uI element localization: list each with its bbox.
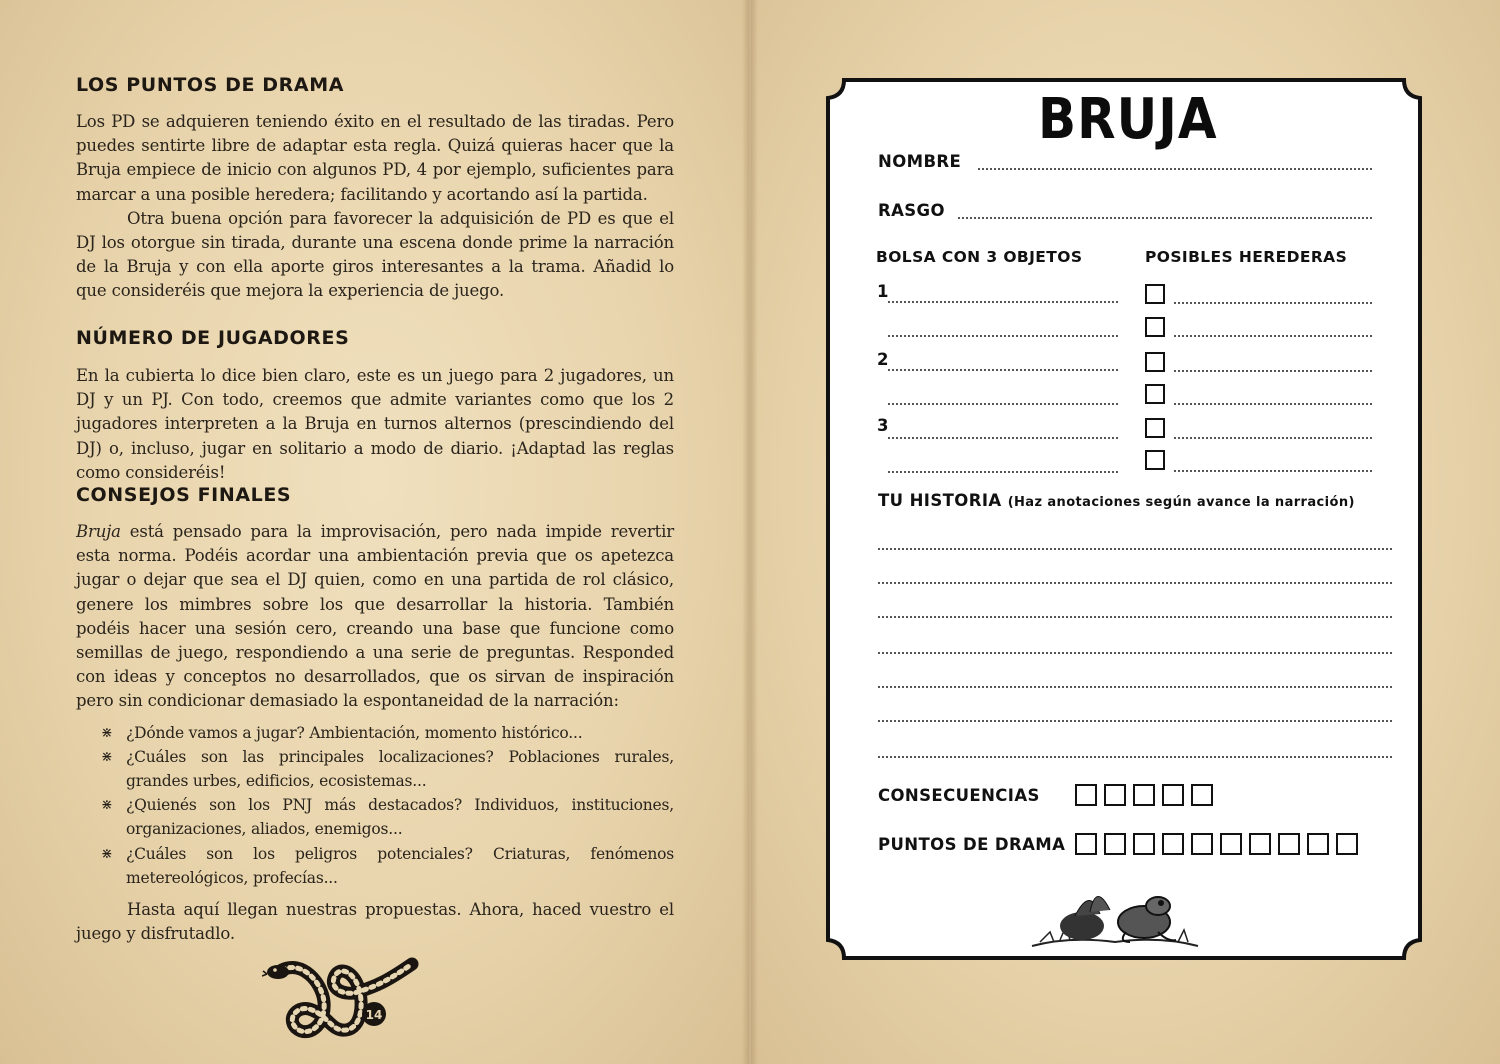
- book-gutter: [742, 0, 758, 1064]
- rasgo-label: RASGO: [878, 201, 945, 220]
- heir-checkbox[interactable]: [1145, 317, 1165, 337]
- paragraph: En la cubierta lo dice bien claro, este es un juego para 2 jugadores, un DJ y un PJ. Con todo, creemos que admite variantes como que los 2 jugadores interpreten a la Bruja en turnos alternos (prescindiendo del DJ) o, incluso, jugar en solitario a modo de diario. ¡Adaptad las reglas como consideréis!: [76, 366, 674, 482]
- bullet-icon: ⋇: [101, 797, 113, 814]
- heir-field[interactable]: [1174, 302, 1372, 304]
- heir-field[interactable]: [1174, 403, 1372, 405]
- consecuencias-label: CONSECUENCIAS: [878, 786, 1040, 805]
- herederas-label: POSIBLES HEREDERAS: [1145, 248, 1348, 266]
- consecuencia-box[interactable]: [1133, 784, 1155, 806]
- drama-box[interactable]: [1249, 833, 1271, 855]
- bullet-icon: ⋇: [101, 748, 113, 765]
- section-title-puntos-drama: LOS PUNTOS DE DRAMA: [76, 74, 345, 96]
- heir-field[interactable]: [1174, 470, 1372, 472]
- object-number: 2: [877, 350, 889, 369]
- historia-line[interactable]: [878, 720, 1392, 722]
- heir-checkbox[interactable]: [1145, 450, 1165, 470]
- closing-paragraph: Hasta aquí llegan nuestras propuestas. Ahora, haced vuestro el juego y disfrutadlo.: [76, 900, 674, 944]
- nombre-field[interactable]: [978, 168, 1372, 170]
- drama-label: PUNTOS DE DRAMA: [878, 835, 1066, 854]
- bullet-icon: ⋇: [101, 724, 113, 741]
- section-title-numero-jugadores: NÚMERO DE JUGADORES: [76, 327, 350, 349]
- snake-illustration-icon: [262, 952, 422, 1042]
- object-field[interactable]: [888, 403, 1118, 405]
- bolsa-label: BOLSA CON 3 OBJETOS: [876, 248, 1083, 266]
- object-field[interactable]: [888, 471, 1118, 473]
- character-sheet: [824, 76, 1424, 962]
- consecuencia-box[interactable]: [1104, 784, 1126, 806]
- list-item: ⋇ ¿Quienés son los PNJ más destacados? Individuos, instituciones, organizaciones, aliados, enemigos...: [76, 793, 674, 841]
- heir-checkbox[interactable]: [1145, 418, 1165, 438]
- consecuencia-box[interactable]: [1191, 784, 1213, 806]
- object-field[interactable]: [888, 335, 1118, 337]
- heir-checkbox[interactable]: [1145, 284, 1165, 304]
- consecuencia-box[interactable]: [1162, 784, 1184, 806]
- bullet-icon: ⋇: [101, 845, 113, 862]
- list-item: ⋇ ¿Cuáles son los peligros potenciales? Criaturas, fenómenos metereológicos, profecías...: [76, 842, 674, 890]
- historia-line[interactable]: [878, 582, 1392, 584]
- sheet-title: BRUJA: [1038, 86, 1218, 152]
- drama-box[interactable]: [1191, 833, 1213, 855]
- object-number: 3: [877, 416, 889, 435]
- drama-box[interactable]: [1075, 833, 1097, 855]
- historia-line[interactable]: [878, 616, 1392, 618]
- object-field[interactable]: [888, 301, 1118, 303]
- drama-box[interactable]: [1162, 833, 1184, 855]
- paragraph: Los PD se adquieren teniendo éxito en el resultado de las tiradas. Pero puedes sentirte libre de adaptar esta regla. Quizá quieras hacer que la Bruja empiece de inicio con algunos PD, 4 por ejemplo, suficientes para marcar a una posible heredera; facilitando y acortando así la partida.: [76, 112, 674, 204]
- frog-illustration-icon: [1030, 876, 1200, 956]
- consecuencia-box[interactable]: [1075, 784, 1097, 806]
- historia-note: (Haz anotaciones según avance la narración): [1007, 495, 1355, 510]
- paragraph: [76, 520, 674, 714]
- heir-field[interactable]: [1174, 437, 1372, 439]
- object-field[interactable]: [888, 437, 1118, 439]
- drama-box[interactable]: [1336, 833, 1358, 855]
- book-title-emphasis: Bruja: [76, 522, 121, 541]
- paragraph: Otra buena opción para favorecer la adquisición de PD es que el DJ los otorgue sin tirada, durante una escena donde prime la narración de la Bruja y con ella aporte giros interesantes a la trama. Añadid lo que consideréis que mejora la experiencia de juego.: [76, 208, 674, 301]
- object-number: 1: [877, 282, 889, 301]
- section-body-numero-jugadores: [76, 364, 674, 485]
- historia-line[interactable]: [878, 686, 1392, 688]
- historia-line[interactable]: [878, 548, 1392, 550]
- heir-checkbox[interactable]: [1145, 384, 1165, 404]
- page-number: 14: [365, 1008, 383, 1022]
- question-list: [76, 721, 674, 890]
- historia-line[interactable]: [878, 756, 1392, 758]
- section-body-puntos-drama: [76, 110, 674, 304]
- drama-box[interactable]: [1278, 833, 1300, 855]
- historia-line[interactable]: [878, 652, 1392, 654]
- drama-box[interactable]: [1220, 833, 1242, 855]
- heir-field[interactable]: [1174, 335, 1372, 337]
- drama-box[interactable]: [1133, 833, 1155, 855]
- object-field[interactable]: [888, 369, 1118, 371]
- list-item: ⋇ ¿Cuáles son las principales localizaciones? Poblaciones rurales, grandes urbes, edificios, ecosistemas...: [76, 745, 674, 793]
- heir-checkbox[interactable]: [1145, 352, 1165, 372]
- heir-field[interactable]: [1174, 370, 1372, 372]
- nombre-label: NOMBRE: [878, 152, 962, 171]
- drama-box[interactable]: [1307, 833, 1329, 855]
- paragraph-text: está pensado para la improvisación, pero nada impide revertir esta norma. Podéis acordar una ambientación previa que os apetezca jugar o dejar que sea el DJ quien, como en una partida de rol clásico, genere los mimbres sobre los que desarrollar la historia. También podéis hacer una sesión cero, creando una base que funcione como semillas de juego, respondiendo a una serie de preguntas. Responded con ideas y conceptos no desarrollados, que os sirvan de inspiración pero sin condicionar demasiado la espontaneidad de la narración:: [76, 522, 674, 711]
- drama-box[interactable]: [1104, 833, 1126, 855]
- rasgo-field[interactable]: [958, 217, 1372, 219]
- section-title-consejos-finales: CONSEJOS FINALES: [76, 484, 292, 506]
- section-body-consejos-finales: [76, 520, 674, 946]
- historia-label: TU HISTORIA (Haz anotaciones según avance la narración): [878, 491, 1355, 510]
- list-item: ⋇ ¿Dónde vamos a jugar? Ambientación, momento histórico...: [76, 721, 674, 745]
